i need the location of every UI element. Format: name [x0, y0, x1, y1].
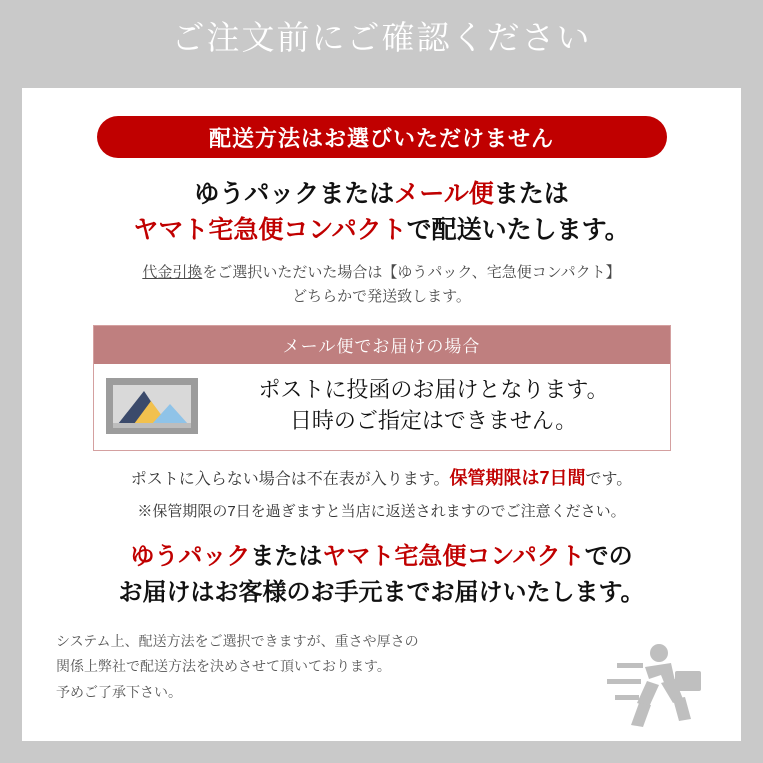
header-band: [0, 0, 763, 70]
handover-note: [42, 539, 721, 611]
footer-line1: システム上、配送方法をご選択できますが、重さや厚さの: [56, 632, 419, 649]
mailbin-box-body: [94, 364, 670, 450]
shipping-notice-banner-label: 配送方法はお選びいただけません: [208, 125, 554, 151]
lead-text-yamato-compact: ヤマト宅急便コンパクト: [133, 216, 407, 245]
shipping-methods-lead-line1: [42, 176, 721, 212]
post-storage-note: [42, 465, 721, 492]
lead-text-mailbin: メール便: [394, 180, 494, 208]
handover-note-line2: お届けはお客様のお手元までお届けいたします。: [118, 578, 645, 606]
footer-line3: 予めご了承下さい。: [56, 684, 182, 701]
running-courier-icon: [587, 641, 707, 733]
mailbin-box-heading: メール便でお届けの場合: [94, 326, 670, 364]
cod-note-line2: どちらかで発送致します。: [292, 287, 471, 305]
post-note-text-a: ポストに入らない場合は不在表が入ります。: [130, 470, 450, 488]
lead-text-yupack: ゆうパックまたは: [194, 180, 395, 208]
cod-note-rest: をご選択いただいた場合は【ゆうパック、宅急便コンパクト】: [202, 263, 621, 281]
page-title: ご注文前にご確認ください: [171, 18, 592, 56]
lead-text-deliver: で配送いたします。: [406, 216, 630, 245]
post-note-storage-limit: 保管期限は7日間: [449, 467, 586, 488]
handover-yupack: ゆうパック: [130, 542, 251, 570]
mailbin-box: [93, 325, 671, 451]
cod-note: [42, 261, 721, 309]
footer-text: [56, 629, 526, 707]
content-card: [22, 88, 741, 741]
mailbin-line2: 日時のご指定はできません。: [289, 407, 578, 433]
shipping-methods-lead: [42, 176, 721, 249]
gray-frame: [0, 70, 763, 763]
mailbox-icon: [104, 374, 200, 438]
mailbin-box-lines: [206, 375, 662, 437]
footer-line2: 関係上弊社で配送方法を決めさせて頂いております。: [56, 658, 391, 675]
cod-link[interactable]: 代金引換: [142, 263, 203, 281]
handover-de: での: [584, 542, 633, 570]
post-storage-note2: ※保管期限の7日を過ぎますと当店に返送されますのでご注意ください。: [137, 502, 626, 520]
shipping-methods-lead-line2: [42, 212, 721, 248]
cod-note-line1: [42, 261, 721, 285]
handover-note-line1: [42, 539, 721, 575]
post-note-text-c: です。: [585, 470, 633, 488]
mailbin-line1: ポストに投函のお届けとなります。: [258, 376, 609, 402]
shipping-notice-banner: [97, 116, 667, 158]
handover-or: または: [250, 542, 323, 570]
footer-area: [42, 629, 721, 729]
handover-yamato-compact: ヤマト宅急便コンパクト: [322, 542, 585, 570]
lead-text-or: または: [493, 180, 569, 208]
